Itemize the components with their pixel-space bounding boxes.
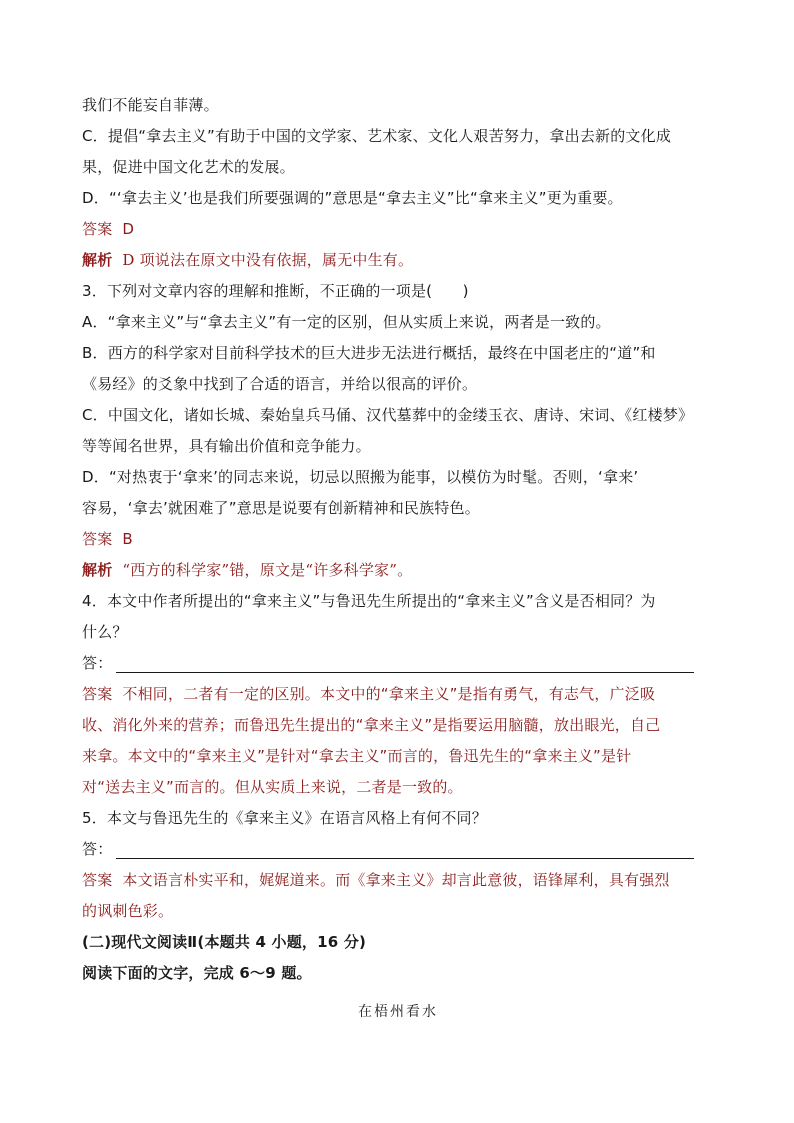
question-3: 3．下列对文章内容的理解和推断，不正确的一项是( ) (82, 282, 469, 300)
explanation-tag: 解析 (82, 251, 113, 269)
question-3-option-d-line-1: D．“对热衷于‘拿来’的同志来说，切忌以照搬为能事，以模仿为时髦。否则，‘拿来’ (82, 468, 639, 486)
answer-value: B (122, 530, 133, 548)
question-4-answer-blank (82, 648, 714, 679)
question-3-option-c-line-1: C．中国文化，诸如长城、秦始皇兵马俑、汉代墓葬中的金缕玉衣、唐诗、宋词、《红楼梦》 (82, 406, 694, 424)
question-5: 5．本文与鲁迅先生的《拿来主义》在语言风格上有何不同？ (82, 809, 487, 827)
answer-4-line-2: 收、消化外来的营养；而鲁迅先生提出的“拿来主义”是指要运用脑髓，放出眼光，自己 (82, 716, 661, 734)
question-3-option-c-line-2: 等等闻名世界，具有输出价值和竞争能力。 (82, 437, 371, 455)
question-3-option-a: A．“拿来主义”与“拿去主义”有一定的区别，但从实质上来说，两者是一致的。 (82, 313, 611, 331)
answer-5-line-2: 的讽刺色彩。 (82, 902, 174, 920)
explanation-text: “西方的科学家”错，原文是“许多科学家”。 (122, 561, 413, 579)
option-b-continuation: 我们不能妄自菲薄。 (82, 96, 219, 114)
answer-4-line-4: 对“送去主义”而言的。但从实质上来说，二者是一致的。 (82, 778, 463, 796)
question-4-line-2: 什么？ (82, 623, 128, 641)
answer-4-line-1 (82, 679, 714, 710)
question-3-option-b-line-2: 《易经》的爻象中找到了合适的语言，并给以很高的评价。 (82, 375, 478, 393)
answer-tag: 答案 (82, 685, 113, 703)
answer-3 (82, 524, 714, 555)
answer-tag: 答案 (82, 220, 113, 238)
explanation-tag: 解析 (82, 561, 113, 579)
explanation-3 (82, 555, 714, 586)
option-d: D．“‘拿去主义’也是我们所要强调的”意思是“拿去主义”比“拿来主义”更为重要。 (82, 189, 623, 207)
option-c-line-1: C．提倡“拿去主义”有助于中国的文学家、艺术家、文化人艰苦努力，拿出去新的文化成 (82, 127, 672, 145)
answer-tag: 答案 (82, 530, 113, 548)
answer-tag: 答案 (82, 871, 113, 889)
explanation-2 (82, 245, 714, 276)
explanation-text: D 项说法在原文中没有依据，属无中生有。 (122, 251, 414, 269)
answer-4-line-3: 来拿。本文中的“拿来主义”是针对“拿去主义”而言的，鲁迅先生的“拿来主义”是针 (82, 747, 632, 765)
question-3-option-b-line-1: B．西方的科学家对目前科学技术的巨大进步无法进行概括，最终在中国老庄的“道”和 (82, 344, 656, 362)
option-c-line-2: 果，促进中国文化艺术的发展。 (82, 158, 295, 176)
answer-text: 本文语言朴实平和，娓娓道来。而《拿来主义》却言此意彼，语锋犀利，具有强烈 (122, 871, 670, 889)
answer-label: 答： (82, 654, 113, 672)
passage-title: 在梧州看水 (358, 1004, 438, 1020)
question-3-option-d-line-2: 容易，‘拿去’就困难了”意思是说要有创新精神和民族特色。 (82, 499, 480, 517)
reading-instruction: 阅读下面的文字，完成 6～9 题。 (82, 964, 312, 982)
answer-label: 答： (82, 840, 113, 858)
answer-value: D (122, 220, 135, 238)
answer-underline (116, 838, 694, 859)
answer-5-line-1 (82, 865, 714, 896)
answer-underline (116, 652, 694, 673)
section-heading: (二)现代文阅读Ⅱ(本题共 4 小题，16 分) (82, 933, 367, 951)
document-page (82, 90, 714, 1028)
question-5-answer-blank (82, 834, 714, 865)
answer-2 (82, 214, 714, 245)
answer-text: 不相同，二者有一定的区别。本文中的“拿来主义”是指有勇气，有志气，广泛吸 (122, 685, 656, 703)
question-4-line-1: 4．本文中作者所提出的“拿来主义”与鲁迅先生所提出的“拿来主义”含义是否相同？为 (82, 592, 656, 610)
